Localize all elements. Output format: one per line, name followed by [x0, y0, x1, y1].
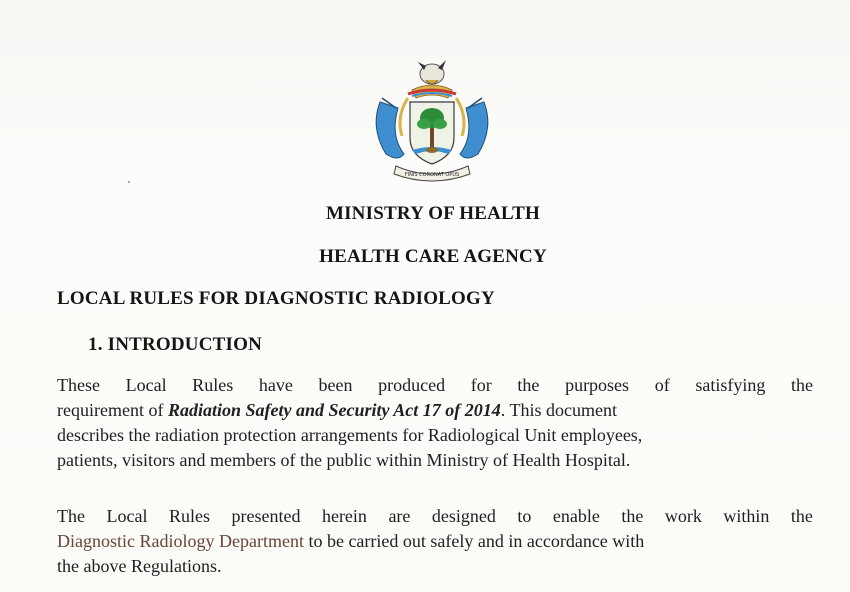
- coat-of-arms-icon: [368, 58, 496, 184]
- paragraph-2-line-1: The Local Rules presented herein are designed to enable the work within the: [57, 506, 813, 526]
- scan-speck: [128, 181, 130, 183]
- document-title: LOCAL RULES FOR DIAGNOSTIC RADIOLOGY: [57, 288, 495, 309]
- introduction-paragraph-2: [57, 504, 813, 579]
- paragraph-2-line-2: Diagnostic Radiology Department to be carried out safely and in accordance with: [57, 531, 645, 551]
- paragraph-1-line-1: These Local Rules have been produced for the purposes of satisfying the: [57, 375, 813, 395]
- paragraph-1-line-4: patients, visitors and members of the public within Ministry of Health Hospital.: [57, 450, 631, 470]
- paragraph-2-line-3: the above Regulations.: [57, 556, 222, 576]
- agency-heading: HEALTH CARE AGENCY: [319, 246, 547, 267]
- motto-text: FINIS CORONAT OPUS: [404, 172, 460, 178]
- introduction-paragraph-1: [57, 373, 813, 473]
- paragraph-1-line-3: describes the radiation protection arrangements for Radiological Unit employees,: [57, 425, 643, 445]
- ministry-heading: MINISTRY OF HEALTH: [325, 203, 541, 224]
- act-citation: Radiation Safety and Security Act 17 of 2014: [167, 400, 501, 420]
- section-heading-introduction: 1. INTRODUCTION: [88, 334, 263, 355]
- paragraph-1-line-2: requirement of Radiation Safety and Security Act 17 of 2014. This document: [57, 400, 617, 420]
- department-link[interactable]: Diagnostic Radiology Department: [57, 531, 304, 551]
